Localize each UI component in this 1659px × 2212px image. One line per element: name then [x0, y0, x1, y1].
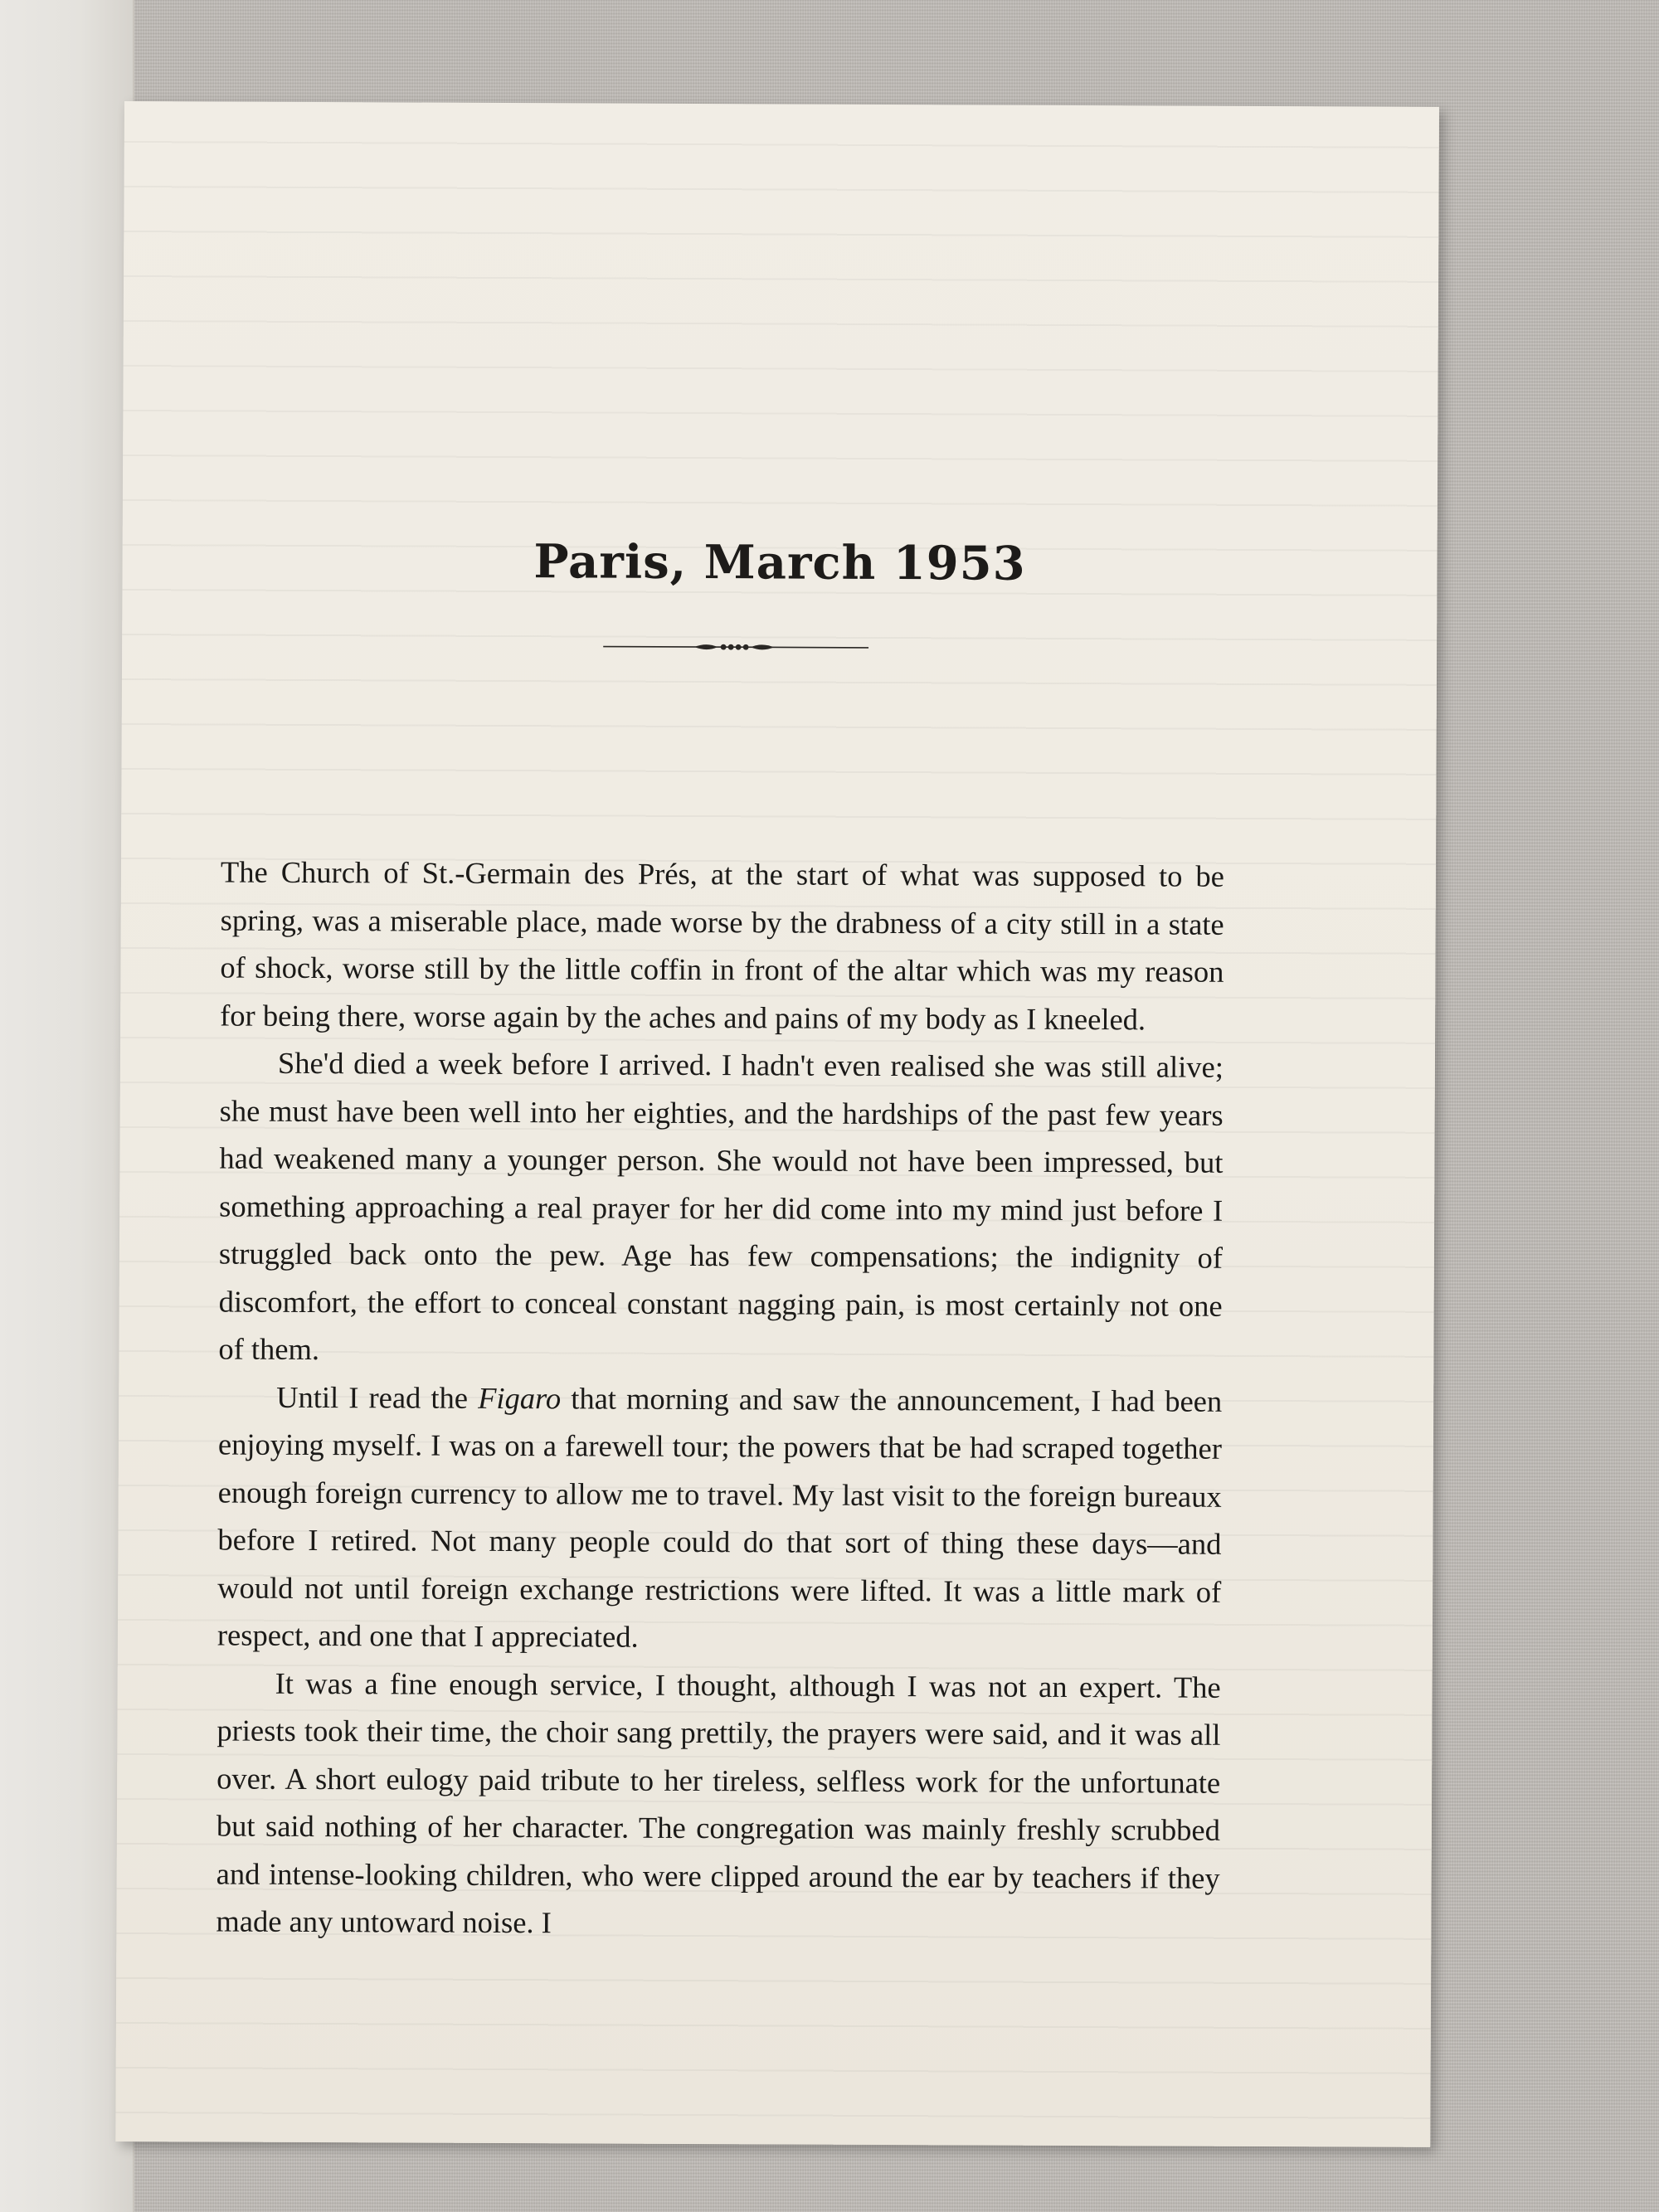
- chapter-title: Paris, March 1953: [533, 534, 1026, 591]
- paragraph: [218, 1039, 1224, 1378]
- book-page: [115, 101, 1439, 2147]
- left-page-edge: [0, 0, 134, 2212]
- paragraph-text: The Church of St.-Germain des Prés, at the start of what was supposed to be spring, was a miserable place, made worse by the drabness of a city still in a state of shock, worse still by the little coffin in front of the altar which was my reason for being there, worse again by the aches and pains of my body as I kneeled.: [220, 854, 1225, 1036]
- paragraph: [216, 1659, 1220, 1949]
- paragraph-text: It was a fine enough service, I thought, although I was not an expert. The priests took their time, the choir sang prettily, the prayers were said, and it was all over. A short eulogy paid tribute to her tireless, selfless work for the unfortunate but said nothing of her character. The congregation was mainly freshly scrubbed and intense-looking children, who were clipped around the ear by teachers if they made any untoward noise. I: [216, 1665, 1221, 1940]
- flourish-divider-icon: [603, 634, 868, 660]
- paragraph-text: that morning and saw the announcement, I had been enjoying myself. I was on a farewell tour; the powers that be had scraped together enough foreign currency to allow me to travel. My last visit to the foreign bureaux before I retired. Not many people could do that sort of thing these days—and would not until foreign exchange restrictions were lifted. It was a little mark of respect, and one that I appreciated.: [216, 1380, 1223, 1654]
- italic-title-text: Figaro: [478, 1380, 562, 1415]
- chapter-body: [216, 848, 1224, 1950]
- paragraph-text: Until I read the: [276, 1379, 479, 1415]
- paragraph: [220, 848, 1224, 1043]
- paragraph-text: She'd died a week before I arrived. I hadn't even realised she was still alive; she must have been well into her eighties, and the hardships of the past few years had weakened many a younger person. She would not have been impressed, but something approaching a real prayer for her did come into my mind just before I struggled back onto the pew. Age has few compensations; the indignity of discomfort, the effort to conceal constant nagging pain, is most certainly not one of them.: [218, 1045, 1224, 1367]
- paragraph: [217, 1373, 1222, 1663]
